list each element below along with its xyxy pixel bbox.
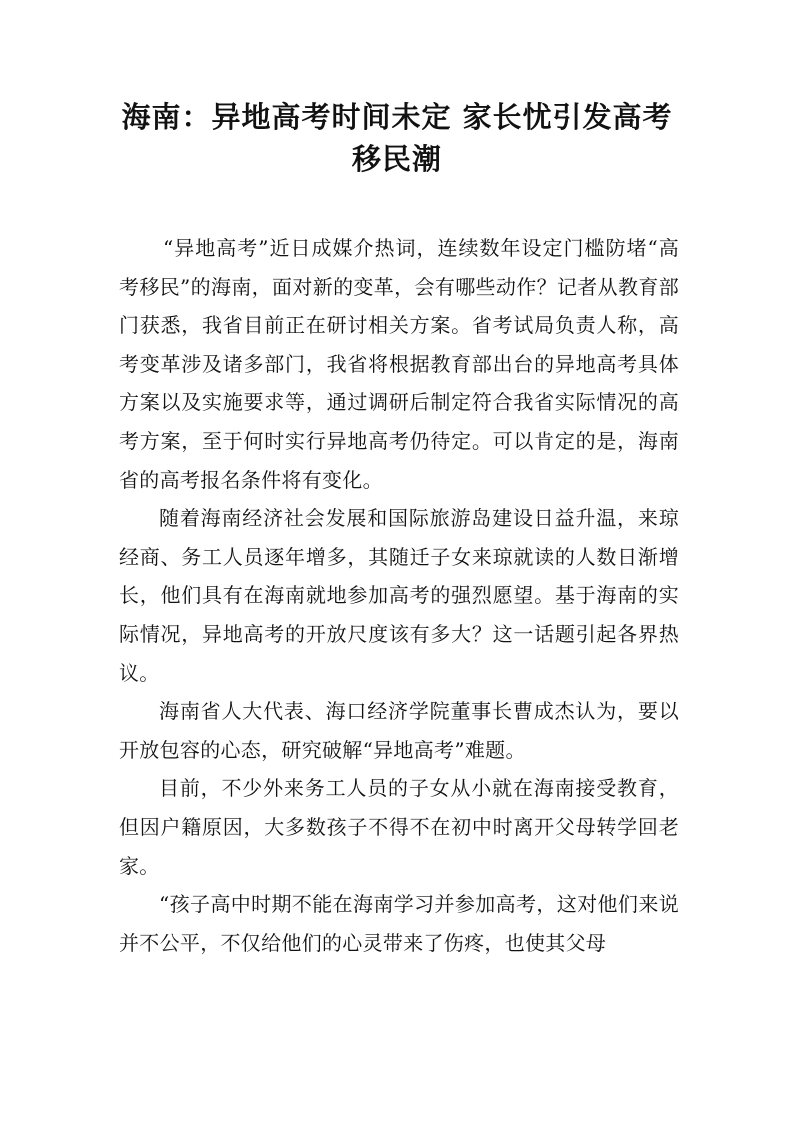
article-body <box>119 229 679 962</box>
article-title <box>100 96 694 180</box>
paragraph-5: “孩子高中时期不能在海南学习并参加高考，这对他们来说并不公平，不仅给他们的心灵带来了伤疼，也使其父母 <box>119 892 679 955</box>
title-line-2: 移民潮 <box>351 142 442 176</box>
paragraph-4: 目前，不少外来务工人员的子女从小就在海南接受教育，但因户籍原因，大多数孩子不得不在初中时离开父母转学回老家。 <box>119 776 679 878</box>
title-line-1: 海南：异地高考时间未定 家长忧引发高考 <box>121 100 673 134</box>
paragraph-1: “异地高考”近日成媒介热词，连续数年设定门槛防堵“高考移民”的海南，面对新的变革，会有哪些动作？记者从教育部门获悉，我省目前正在研讨相关方案。省考试局负责人称，高考变革涉及诸多部门，我省将根据教育部出台的异地高考具体方案以及实施要求等，通过调研后制定符合我省实际情况的高考方案，至于何时实行异地高考仍待定。可以肯定的是，海南省的高考报名条件将有变化。 <box>119 236 679 492</box>
paragraph-3: 海南省人大代表、海口经济学院董事长曹成杰认为，要以开放包容的心态，研究破解“异地高考”难题。 <box>119 699 679 762</box>
paragraph-2: 随着海南经济社会发展和国际旅游岛建设日益升温，来琼经商、务工人员逐年增多，其随迁子女来琼就读的人数日渐增长，他们具有在海南就地参加高考的强烈愿望。基于海南的实际情况，异地高考的开放尺度该有多大？这一话题引起各界热议。 <box>119 506 679 685</box>
